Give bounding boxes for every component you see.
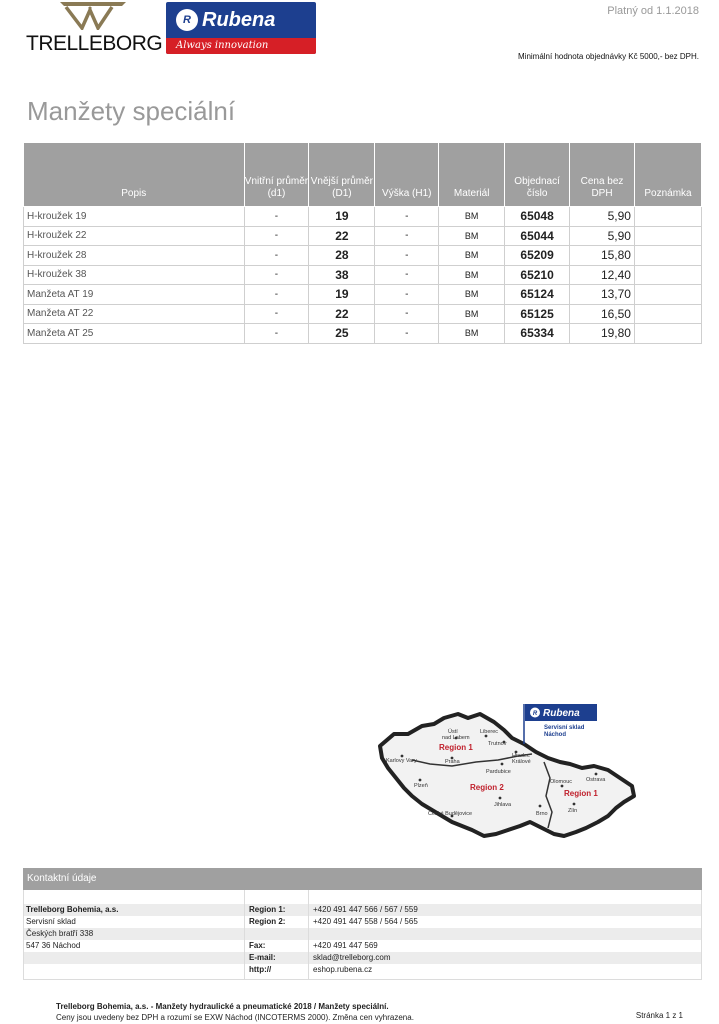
web-label: http:// [249,965,272,974]
min-order-note: Minimální hodnota objednávky Kč 5000,- bez DPH. [518,52,699,61]
contacts-heading: Kontaktní údaje [23,868,702,890]
contact-line2: Servisní sklad [26,917,76,926]
city-label-plzen: Plzeň [414,783,428,789]
city-dot-karlovy [401,755,404,758]
cell-order-no: 65048 [505,207,570,227]
cell-order-no: 65334 [505,324,570,344]
city-label-budejovice: České Budějovice [428,811,473,817]
col-header-price: Cena bez DPH [570,143,635,207]
city-label-ostrava: Ostrava [586,777,606,783]
product-table [23,142,702,344]
trelleborg-logo [26,2,162,54]
cell-D1: 22 [309,226,375,246]
cell-D1: 28 [309,246,375,266]
cell-H1: - [375,285,439,305]
cell-d1: - [244,324,309,344]
cell-price: 15,80 [570,246,635,266]
badge-mark: R [532,711,538,717]
city-dot-jihlava [499,797,502,800]
rubena-slogan: Always innovation [166,38,316,54]
cell-desc: H-kroužek 19 [24,207,245,227]
region1-phone: +420 491 447 566 / 567 / 559 [313,905,418,914]
city-label-karlovy: Karlovy Vary [386,758,417,764]
table-row [24,207,702,227]
col-header-d1: Vnitřní průměr (d1) [244,143,309,207]
contact-company: Trelleborg Bohemia, a.s. [26,905,119,914]
col-header-material: Materiál [439,143,505,207]
city-label-zlin: Zlín [568,808,578,814]
city-dot-liberec [485,735,488,738]
fax-number: +420 491 447 569 [313,941,378,950]
cell-desc: H-kroužek 22 [24,226,245,246]
cell-material: BM [439,246,505,266]
cell-price: 16,50 [570,304,635,324]
rubena-mark-icon: R [176,9,198,31]
cell-H1: - [375,207,439,227]
contact-section [23,868,702,980]
cell-order-no: 65125 [505,304,570,324]
table-row [24,226,702,246]
badge-sub2: Náchod [544,732,567,738]
cell-d1: - [244,304,309,324]
cell-desc: Manžeta AT 25 [24,324,245,344]
table-row [24,285,702,305]
badge-name: Rubena [543,708,580,719]
table-row [24,246,702,266]
cell-material: BM [439,324,505,344]
cell-material: BM [439,207,505,227]
col-header-note: Poznámka [634,143,701,207]
city-dot-zlin [573,803,576,806]
col-header-D1: Vnější průměr (D1) [309,143,375,207]
cell-desc: H-kroužek 28 [24,246,245,266]
footer-note: Ceny jsou uvedeny bez DPH a rozumí se EXW Náchod (INCOTERMS 2000). Změna cen vyhrazena. [56,1013,414,1022]
table-header-row [24,143,702,207]
cell-H1: - [375,246,439,266]
city-label-hradec2: Králové [512,759,531,765]
city-label-jihlava: Jihlava [494,802,512,808]
cell-H1: - [375,226,439,246]
col-header-H1: Výška (H1) [375,143,439,207]
cell-d1: - [244,265,309,285]
cell-H1: - [375,324,439,344]
czech-region-map [372,700,640,846]
cell-price: 12,40 [570,265,635,285]
cell-order-no: 65124 [505,285,570,305]
city-label-brno: Brno [536,811,548,817]
cell-H1: - [375,304,439,324]
contact-line3: Českých bratří 338 [26,929,94,938]
cell-d1: - [244,207,309,227]
contact-row [24,964,701,976]
city-label-usti: Ústí [448,729,458,735]
city-label-trutnov: Trutnov [488,741,507,747]
cell-material: BM [439,226,505,246]
column-divider [244,890,245,980]
city-label-pardubice: Pardubice [486,769,511,775]
contact-row [24,940,701,952]
cell-desc: Manžeta AT 22 [24,304,245,324]
cell-D1: 38 [309,265,375,285]
badge-sub1: Servisní sklad [544,725,585,731]
cell-desc: H-kroužek 38 [24,265,245,285]
rubena-logo [166,2,316,54]
region2-phone: +420 491 447 558 / 564 / 565 [313,917,418,926]
cell-d1: - [244,285,309,305]
cell-D1: 22 [309,304,375,324]
table-row [24,324,702,344]
city-label-olomouc: Olomouc [550,779,573,785]
contact-row [24,916,701,928]
trelleborg-mark-icon [60,2,126,30]
contact-row [24,928,701,940]
cell-material: BM [439,285,505,305]
region1-label: Region 1: [249,905,286,914]
region-label-1-east: Region 1 [564,789,598,798]
cell-D1: 19 [309,285,375,305]
cell-note [634,324,701,344]
cell-desc: Manžeta AT 19 [24,285,245,305]
cell-price: 5,90 [570,207,635,227]
cell-price: 13,70 [570,285,635,305]
table-row [24,265,702,285]
contact-row [24,904,701,916]
contact-row [24,952,701,964]
fax-label: Fax: [249,941,266,950]
city-dot-brno [539,805,542,808]
cell-note [634,285,701,305]
region-label-1-west: Region 1 [439,743,473,752]
page-title: Manžety speciální [27,96,236,126]
cell-note [634,246,701,266]
city-dot-olomouc [561,785,564,788]
web-link[interactable]: eshop.rubena.cz [313,965,373,974]
cell-note [634,226,701,246]
cell-D1: 19 [309,207,375,227]
footer-title: Trelleborg Bohemia, a.s. - Manžety hydraulické a pneumatické 2018 / Manžety speciální. [56,1002,389,1011]
cell-note [634,207,701,227]
city-label-praha: Praha [445,759,460,765]
cell-price: 19,80 [570,324,635,344]
valid-from: Platný od 1.1.2018 [607,5,699,17]
cell-order-no: 65044 [505,226,570,246]
city-label-usti2: nad Labem [442,735,470,741]
cell-d1: - [244,226,309,246]
cell-d1: - [244,246,309,266]
cell-material: BM [439,304,505,324]
region-label-2: Region 2 [470,783,504,792]
table-row [24,304,702,324]
region2-label: Region 2: [249,917,286,926]
col-header-order-no: Objednací číslo [505,143,570,207]
cell-D1: 25 [309,324,375,344]
city-dot-plzen [419,779,422,782]
cell-material: BM [439,265,505,285]
city-label-hradec: Hradec [512,753,530,759]
contacts-body [23,890,702,980]
cell-order-no: 65209 [505,246,570,266]
city-dot-pardubice [501,763,504,766]
col-header-desc: Popis [24,143,245,207]
rubena-logo-text: Rubena [202,8,276,31]
contact-line4: 547 36 Náchod [26,941,81,950]
trelleborg-logo-text: TRELLEBORG [26,32,163,55]
cell-note [634,304,701,324]
city-label-liberec: Liberec [480,729,499,735]
city-dot-ostrava [595,773,598,776]
email-label: E-mail: [249,953,276,962]
cell-price: 5,90 [570,226,635,246]
email-link[interactable]: sklad@trelleborg.com [313,953,391,962]
cell-H1: - [375,265,439,285]
page-number: Stránka 1 z 1 [635,1011,683,1020]
cell-note [634,265,701,285]
column-divider [308,890,309,980]
cell-order-no: 65210 [505,265,570,285]
